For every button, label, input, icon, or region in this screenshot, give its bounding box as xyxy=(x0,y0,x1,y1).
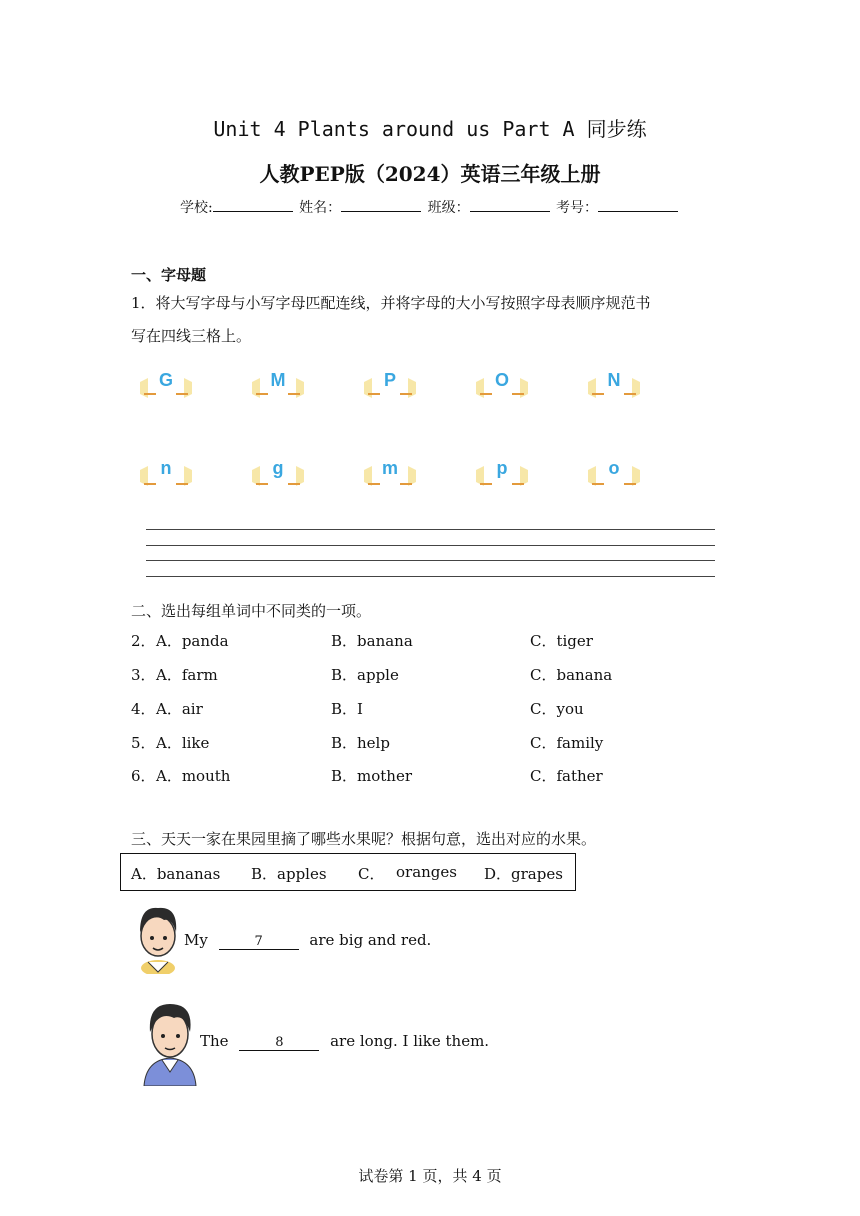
sentence-7: My 7 are big and red. xyxy=(184,931,432,949)
letter-card-lower-n[interactable] xyxy=(138,456,194,496)
grid-line xyxy=(146,545,715,546)
man-avatar xyxy=(138,998,202,1086)
lowercase-letter: o xyxy=(608,458,620,478)
option-c-label[interactable]: C． xyxy=(358,865,385,883)
letter-card-lower-m[interactable] xyxy=(362,456,418,496)
name-blank[interactable] xyxy=(341,197,421,212)
option-bananas[interactable]: A．bananas xyxy=(131,865,221,883)
exam-number-label: 考号： xyxy=(556,200,599,216)
option-b[interactable]: B．I xyxy=(331,700,363,718)
option-b[interactable]: B．mother xyxy=(331,767,413,785)
fruit-options-box xyxy=(120,853,576,891)
option-apples[interactable]: B．apples xyxy=(251,865,327,883)
lowercase-letter: p xyxy=(496,458,508,478)
uppercase-letter: G xyxy=(158,370,173,390)
question1-line2: 写在四线三格上。 xyxy=(131,327,252,345)
uppercase-letter: O xyxy=(494,370,509,390)
question-5-number: 5． xyxy=(131,734,156,752)
option-c[interactable]: C．tiger xyxy=(530,632,593,650)
letter-card-lower-g[interactable] xyxy=(250,456,306,496)
option-grapes[interactable]: D．grapes xyxy=(484,865,563,883)
student-info-fields xyxy=(0,197,860,217)
section3-heading: 三、天天一家在果园里摘了哪些水果呢？根据句意，选出对应的水果。 xyxy=(131,830,597,848)
option-a[interactable]: A．mouth xyxy=(156,767,231,785)
option-a[interactable]: A．like xyxy=(156,734,210,752)
question-6-number: 6． xyxy=(131,767,156,785)
class-blank[interactable] xyxy=(470,197,550,212)
option-b[interactable]: B．help xyxy=(331,734,390,752)
school-blank[interactable] xyxy=(213,197,293,212)
lowercase-letter: n xyxy=(160,458,172,478)
option-a[interactable]: A．panda xyxy=(156,632,229,650)
option-a[interactable]: A．farm xyxy=(156,666,218,684)
question-3-number: 3． xyxy=(131,666,156,684)
option-c[interactable]: C．banana xyxy=(530,666,613,684)
question-4-number: 4． xyxy=(131,700,156,718)
page-footer: 试卷第 1 页，共 4 页 xyxy=(358,1167,502,1185)
option-a[interactable]: A．air xyxy=(156,700,203,718)
option-c[interactable]: C．you xyxy=(530,700,584,718)
grid-line xyxy=(146,576,715,577)
uppercase-letter: M xyxy=(270,370,286,390)
letter-card-upper-o[interactable] xyxy=(474,368,530,408)
answer-blank-8[interactable]: 8 xyxy=(239,1035,319,1051)
name-label: 姓名： xyxy=(299,200,342,216)
letter-card-upper-m[interactable] xyxy=(250,368,306,408)
worksheet-subtitle: 人教PEP版（2024）英语三年级上册 xyxy=(259,162,601,186)
option-c[interactable]: C．father xyxy=(530,767,603,785)
answer-blank-7[interactable]: 7 xyxy=(219,934,299,950)
question-2-number: 2． xyxy=(131,632,156,650)
sentence-8: The 8 are long. I like them. xyxy=(200,1032,490,1050)
worksheet-title: Unit 4 Plants around us Part A 同步练 xyxy=(213,117,647,141)
option-b[interactable]: B．banana xyxy=(331,632,413,650)
question1-line1: 1．将大写字母与小写字母匹配连线，并将字母的大小写按照字母表顺序规范书 xyxy=(131,294,651,312)
letter-card-lower-p[interactable] xyxy=(474,456,530,496)
exam-number-blank[interactable] xyxy=(598,197,678,212)
letter-card-upper-n[interactable] xyxy=(586,368,642,408)
uppercase-letter: N xyxy=(607,370,621,390)
letter-card-upper-p[interactable] xyxy=(362,368,418,408)
letter-card-lower-o[interactable] xyxy=(586,456,642,496)
school-label: 学校: xyxy=(179,200,213,216)
letter-card-upper-g[interactable] xyxy=(138,368,194,408)
section2-heading: 二、选出每组单词中不同类的一项。 xyxy=(131,602,372,620)
grid-line xyxy=(146,560,715,561)
class-label: 班级： xyxy=(427,200,470,216)
option-c[interactable]: C．family xyxy=(530,734,604,752)
section1-heading: 一、字母题 xyxy=(131,266,207,284)
lowercase-letter: m xyxy=(381,458,398,478)
option-oranges[interactable]: oranges xyxy=(396,863,457,881)
lowercase-letter: g xyxy=(272,458,284,478)
grid-line xyxy=(146,529,715,530)
uppercase-letter: P xyxy=(383,370,396,390)
boy-avatar xyxy=(134,902,186,974)
option-b[interactable]: B．apple xyxy=(331,666,399,684)
